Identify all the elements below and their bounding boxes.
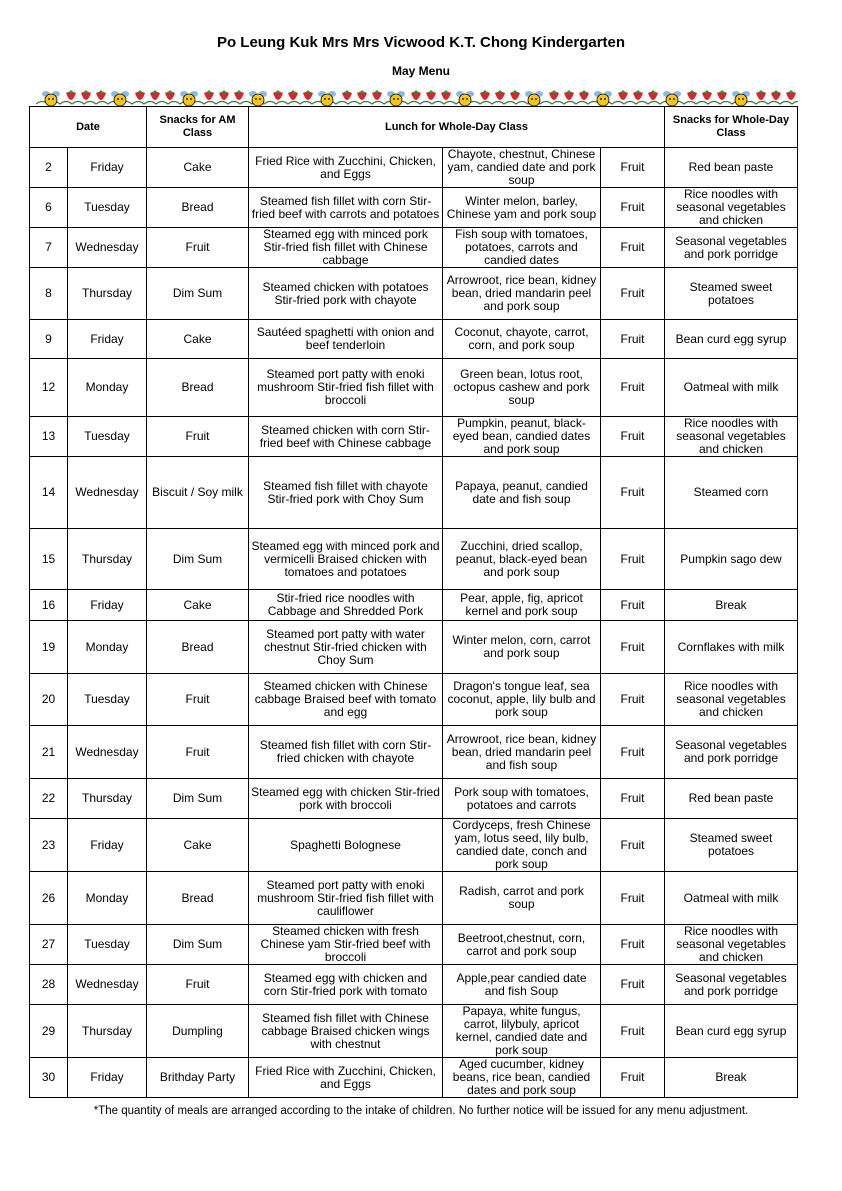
cell-fruit: Fruit <box>601 819 665 872</box>
strawberry-icon <box>579 90 589 100</box>
cell-main-dish: Steamed chicken with Chinese cabbage Braised beef with tomato and egg <box>249 674 443 726</box>
cell-pm-snack: Steamed corn <box>665 457 798 529</box>
cell-soup: Chayote, chestnut, Chinese yam, candied date and pork soup <box>443 148 601 188</box>
cell-main-dish: Steamed port patty with enoki mushroom Stir-fried fish fillet with broccoli <box>249 359 443 417</box>
cell-main-dish: Spaghetti Bolognese <box>249 819 443 872</box>
table-row <box>30 726 798 779</box>
strawberry-icon <box>687 90 697 100</box>
cell-day: 16 <box>30 590 68 621</box>
bee-icon <box>42 91 60 106</box>
cell-weekday: Tuesday <box>68 925 147 965</box>
strawberry-icon <box>342 90 352 100</box>
cell-day: 7 <box>30 228 68 268</box>
cell-soup: Arrowroot, rice bean, kidney bean, dried mandarin peel and pork soup <box>443 268 601 320</box>
menu-body <box>30 148 798 1098</box>
cell-am-snack: Bread <box>147 359 249 417</box>
strawberry-icon <box>81 90 91 100</box>
cell-pm-snack: Break <box>665 590 798 621</box>
strawberry-icon <box>441 90 451 100</box>
strawberry-icon <box>135 90 145 100</box>
cell-fruit: Fruit <box>601 779 665 819</box>
cell-pm-snack: Bean curd egg syrup <box>665 320 798 359</box>
cell-day: 6 <box>30 188 68 228</box>
cell-day: 26 <box>30 872 68 925</box>
cell-weekday: Friday <box>68 1058 147 1098</box>
cell-main-dish: Stir-fried rice noodles with Cabbage and Shredded Pork <box>249 590 443 621</box>
cell-day: 14 <box>30 457 68 529</box>
strawberry-icon <box>717 90 727 100</box>
table-row <box>30 819 798 872</box>
header-snacks-whole-day: Snacks for Whole-Day Class <box>665 107 798 148</box>
cell-fruit: Fruit <box>601 925 665 965</box>
bee-icon <box>111 91 129 106</box>
table-row <box>30 1058 798 1098</box>
cell-soup: Arrowroot, rice bean, kidney bean, dried mandarin peel and fish soup <box>443 726 601 779</box>
strawberry-icon <box>549 90 559 100</box>
cell-weekday: Monday <box>68 621 147 674</box>
strawberry-icon <box>771 90 781 100</box>
cell-fruit: Fruit <box>601 1058 665 1098</box>
cell-pm-snack: Steamed sweet potatoes <box>665 819 798 872</box>
table-row <box>30 228 798 268</box>
cell-weekday: Monday <box>68 872 147 925</box>
strawberry-icon <box>165 90 175 100</box>
cell-fruit: Fruit <box>601 457 665 529</box>
cell-am-snack: Bread <box>147 872 249 925</box>
cell-pm-snack: Rice noodles with seasonal vegetables and chicken <box>665 674 798 726</box>
cell-fruit: Fruit <box>601 359 665 417</box>
cell-day: 12 <box>30 359 68 417</box>
bee-icon <box>663 91 681 106</box>
cell-soup: Radish, carrot and pork soup <box>443 872 601 925</box>
cell-soup: Dragon's tongue leaf, sea coconut, apple, lily bulb and pork soup <box>443 674 601 726</box>
cell-day: 9 <box>30 320 68 359</box>
cell-main-dish: Steamed egg with minced pork and vermicelli Braised chicken with tomatoes and potatoes <box>249 529 443 590</box>
table-row <box>30 1005 798 1058</box>
strawberry-icon <box>411 90 421 100</box>
cell-main-dish: Fried Rice with Zucchini, Chicken, and Eggs <box>249 148 443 188</box>
strawberry-icon <box>618 90 628 100</box>
strawberry-icon <box>150 90 160 100</box>
cell-am-snack: Fruit <box>147 965 249 1005</box>
table-row <box>30 529 798 590</box>
cell-am-snack: Biscuit / Soy milk <box>147 457 249 529</box>
cell-main-dish: Steamed port patty with water chestnut Stir-fried chicken with Choy Sum <box>249 621 443 674</box>
cell-am-snack: Fruit <box>147 674 249 726</box>
cell-fruit: Fruit <box>601 590 665 621</box>
table-row <box>30 965 798 1005</box>
cell-fruit: Fruit <box>601 188 665 228</box>
cell-am-snack: Brithday Party <box>147 1058 249 1098</box>
cell-weekday: Wednesday <box>68 228 147 268</box>
cell-main-dish: Steamed chicken with fresh Chinese yam Stir-fried beef with broccoli <box>249 925 443 965</box>
cell-weekday: Thursday <box>68 779 147 819</box>
cell-weekday: Tuesday <box>68 188 147 228</box>
cell-day: 30 <box>30 1058 68 1098</box>
bee-icon <box>456 91 474 106</box>
strawberry-icon <box>372 90 382 100</box>
cell-weekday: Wednesday <box>68 457 147 529</box>
strawberry-icon <box>495 90 505 100</box>
table-row <box>30 590 798 621</box>
cell-fruit: Fruit <box>601 872 665 925</box>
cell-pm-snack: Red bean paste <box>665 148 798 188</box>
table-row <box>30 621 798 674</box>
strawberry-icon <box>633 90 643 100</box>
cell-am-snack: Dim Sum <box>147 925 249 965</box>
cell-pm-snack: Pumpkin sago dew <box>665 529 798 590</box>
cell-weekday: Friday <box>68 320 147 359</box>
cell-day: 8 <box>30 268 68 320</box>
strawberry-icon <box>702 90 712 100</box>
cell-soup: Green bean, lotus root, octopus cashew and pork soup <box>443 359 601 417</box>
cell-weekday: Friday <box>68 148 147 188</box>
cell-weekday: Wednesday <box>68 726 147 779</box>
cell-soup: Zucchini, dried scallop, peanut, black-eyed bean and pork soup <box>443 529 601 590</box>
cell-pm-snack: Oatmeal with milk <box>665 359 798 417</box>
cell-day: 20 <box>30 674 68 726</box>
vine-decoration <box>36 102 798 105</box>
strawberry-icon <box>510 90 520 100</box>
table-row <box>30 779 798 819</box>
cell-day: 23 <box>30 819 68 872</box>
cell-day: 19 <box>30 621 68 674</box>
cell-day: 22 <box>30 779 68 819</box>
cell-soup: Papaya, peanut, candied date and fish soup <box>443 457 601 529</box>
cell-am-snack: Dim Sum <box>147 529 249 590</box>
cell-pm-snack: Break <box>665 1058 798 1098</box>
strawberry-icon <box>756 90 766 100</box>
cell-soup: Fish soup with tomatoes, potatoes, carrots and candied dates <box>443 228 601 268</box>
cell-fruit: Fruit <box>601 268 665 320</box>
cell-pm-snack: Rice noodles with seasonal vegetables and chicken <box>665 417 798 457</box>
cell-main-dish: Steamed fish fillet with Chinese cabbage Braised chicken wings with chestnut <box>249 1005 443 1058</box>
cell-day: 2 <box>30 148 68 188</box>
cell-main-dish: Steamed port patty with enoki mushroom Stir-fried fish fillet with cauliflower <box>249 872 443 925</box>
cell-fruit: Fruit <box>601 148 665 188</box>
menu-table <box>29 106 798 1098</box>
cell-main-dish: Steamed chicken with corn Stir-fried beef with Chinese cabbage <box>249 417 443 457</box>
cell-main-dish: Steamed fish fillet with chayote Stir-fried pork with Choy Sum <box>249 457 443 529</box>
cell-am-snack: Cake <box>147 320 249 359</box>
table-row <box>30 320 798 359</box>
cell-weekday: Thursday <box>68 1005 147 1058</box>
cell-am-snack: Fruit <box>147 228 249 268</box>
cell-am-snack: Cake <box>147 590 249 621</box>
table-row <box>30 872 798 925</box>
cell-pm-snack: Rice noodles with seasonal vegetables and chicken <box>665 925 798 965</box>
table-row <box>30 457 798 529</box>
strawberry-icon <box>66 90 76 100</box>
strawberry-icon <box>303 90 313 100</box>
cell-soup: Aged cucumber, kidney beans, rice bean, candied dates and pork soup <box>443 1058 601 1098</box>
table-row <box>30 268 798 320</box>
cell-pm-snack: Oatmeal with milk <box>665 872 798 925</box>
cell-pm-snack: Steamed sweet potatoes <box>665 268 798 320</box>
strawberry-icon <box>96 90 106 100</box>
table-row <box>30 925 798 965</box>
cell-am-snack: Fruit <box>147 417 249 457</box>
bee-icon <box>387 91 405 106</box>
cell-pm-snack: Seasonal vegetables and pork porridge <box>665 228 798 268</box>
header-row <box>30 107 798 148</box>
cell-am-snack: Cake <box>147 819 249 872</box>
cell-weekday: Tuesday <box>68 417 147 457</box>
cell-fruit: Fruit <box>601 228 665 268</box>
cell-am-snack: Fruit <box>147 726 249 779</box>
bee-icon <box>318 91 336 106</box>
cell-soup: Coconut, chayote, carrot, corn, and pork soup <box>443 320 601 359</box>
menu-subtitle: May Menu <box>391 64 450 78</box>
strawberry-icon <box>273 90 283 100</box>
cell-am-snack: Bread <box>147 621 249 674</box>
cell-weekday: Monday <box>68 359 147 417</box>
cell-pm-snack: Rice noodles with seasonal vegetables and chicken <box>665 188 798 228</box>
header-snacks-am: Snacks for AM Class <box>147 107 249 148</box>
cell-fruit: Fruit <box>601 320 665 359</box>
cell-am-snack: Cake <box>147 148 249 188</box>
strawberry-icon <box>426 90 436 100</box>
strawberry-icon <box>219 90 229 100</box>
cell-weekday: Tuesday <box>68 674 147 726</box>
cell-main-dish: Steamed fish fillet with corn Stir-fried beef with carrots and potatoes <box>249 188 443 228</box>
strawberry-icon <box>357 90 367 100</box>
strawberry-icon <box>204 90 214 100</box>
cell-soup: Pumpkin, peanut, black-eyed bean, candied dates and pork soup <box>443 417 601 457</box>
cell-main-dish: Steamed egg with chicken and corn Stir-fried pork with tomato <box>249 965 443 1005</box>
cell-weekday: Thursday <box>68 529 147 590</box>
strawberry-icon <box>234 90 244 100</box>
cell-fruit: Fruit <box>601 417 665 457</box>
cell-day: 13 <box>30 417 68 457</box>
cell-day: 29 <box>30 1005 68 1058</box>
strawberry-icon <box>480 90 490 100</box>
cell-soup: Papaya, white fungus, carrot, lilybuly, apricot kernel, candied date and pork soup <box>443 1005 601 1058</box>
cell-fruit: Fruit <box>601 529 665 590</box>
cell-pm-snack: Cornflakes with milk <box>665 621 798 674</box>
strawberry-icon <box>786 90 796 100</box>
cell-day: 21 <box>30 726 68 779</box>
cell-soup: Cordyceps, fresh Chinese yam, lotus seed, lily bulb, candied date, conch and pork soup <box>443 819 601 872</box>
table-row <box>30 674 798 726</box>
cell-main-dish: Fried Rice with Zucchini, Chicken, and Eggs <box>249 1058 443 1098</box>
cell-am-snack: Dumpling <box>147 1005 249 1058</box>
cell-am-snack: Bread <box>147 188 249 228</box>
cell-main-dish: Steamed egg with minced pork Stir-fried fish fillet with Chinese cabbage <box>249 228 443 268</box>
cell-fruit: Fruit <box>601 1005 665 1058</box>
table-row <box>30 417 798 457</box>
cell-day: 15 <box>30 529 68 590</box>
bee-icon <box>594 91 612 106</box>
cell-fruit: Fruit <box>601 726 665 779</box>
table-row <box>30 188 798 228</box>
cell-weekday: Friday <box>68 590 147 621</box>
cell-am-snack: Dim Sum <box>147 268 249 320</box>
cell-am-snack: Dim Sum <box>147 779 249 819</box>
cell-soup: Pork soup with tomatoes, potatoes and carrots <box>443 779 601 819</box>
strawberry-icon <box>288 90 298 100</box>
cell-pm-snack: Red bean paste <box>665 779 798 819</box>
cell-fruit: Fruit <box>601 965 665 1005</box>
cell-main-dish: Sautéed spaghetti with onion and beef tenderloin <box>249 320 443 359</box>
cell-day: 28 <box>30 965 68 1005</box>
cell-soup: Winter melon, barley, Chinese yam and pork soup <box>443 188 601 228</box>
cell-fruit: Fruit <box>601 674 665 726</box>
cell-weekday: Friday <box>68 819 147 872</box>
cell-weekday: Thursday <box>68 268 147 320</box>
cell-main-dish: Steamed fish fillet with corn Stir-fried chicken with chayote <box>249 726 443 779</box>
strawberry-icon <box>648 90 658 100</box>
cell-weekday: Wednesday <box>68 965 147 1005</box>
table-row <box>30 148 798 188</box>
page-title: Po Leung Kuk Mrs Mrs Vicwood K.T. Chong Kindergarten <box>216 34 626 51</box>
cell-soup: Pear, apple, fig, apricot kernel and pork soup <box>443 590 601 621</box>
cell-day: 27 <box>30 925 68 965</box>
cell-soup: Winter melon, corn, carrot and pork soup <box>443 621 601 674</box>
cell-soup: Beetroot,chestnut, corn, carrot and pork soup <box>443 925 601 965</box>
bee-icon <box>180 91 198 106</box>
header-date: Date <box>30 107 147 148</box>
cell-pm-snack: Seasonal vegetables and pork porridge <box>665 726 798 779</box>
footnote: *The quantity of meals are arranged according to the intake of children. No further notice will be issued for any menu adjustment. <box>93 1105 749 1117</box>
cell-pm-snack: Seasonal vegetables and pork porridge <box>665 965 798 1005</box>
header-lunch: Lunch for Whole-Day Class <box>249 107 665 148</box>
cell-main-dish: Steamed chicken with potatoes Stir-fried pork with chayote <box>249 268 443 320</box>
cell-main-dish: Steamed egg with chicken Stir-fried pork with broccoli <box>249 779 443 819</box>
cell-pm-snack: Bean curd egg syrup <box>665 1005 798 1058</box>
bee-icon <box>732 91 750 106</box>
cell-fruit: Fruit <box>601 621 665 674</box>
strawberry-icon <box>564 90 574 100</box>
table-row <box>30 359 798 417</box>
cell-soup: Apple,pear candied date and fish Soup <box>443 965 601 1005</box>
